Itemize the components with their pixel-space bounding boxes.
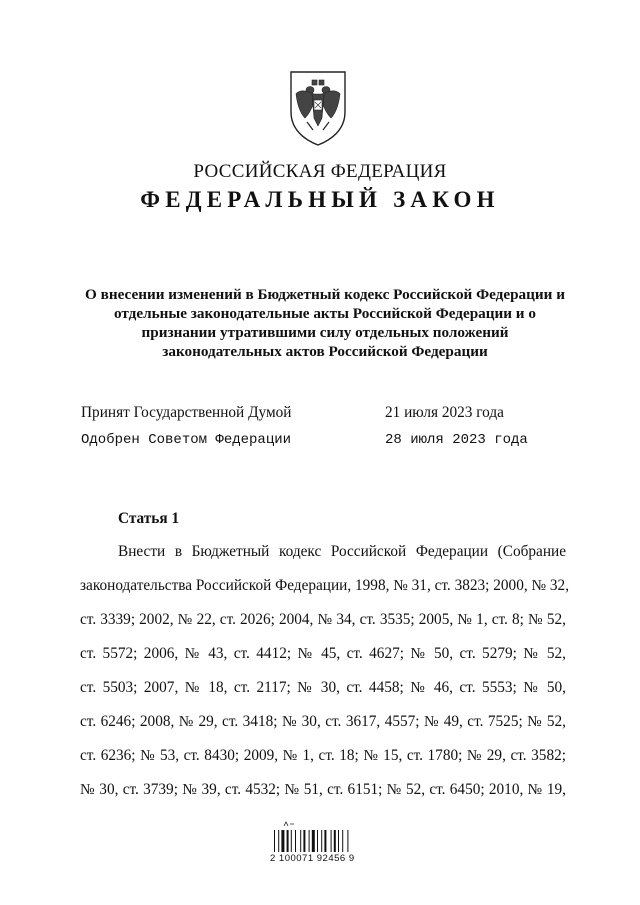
law-subject: О внесении изменений в Бюджетный кодекс Российской Федерации и отдельные законодательные акты Российской Федерации и о признании утратившими силу отдельных положений законодательных актов Российской Федерации: [85, 286, 565, 360]
article-text-line: ст. 6236; № 53, ст. 8430; 2009, № 1, ст. 18; № 15, ст. 1780; № 29, ст. 3582;: [80, 747, 566, 764]
adoption-date: 21 июля 2023 года: [385, 404, 504, 421]
barcode-icon: [272, 820, 364, 880]
article-text-line: ст. 5572; 2006, № 43, ст. 4412; № 45, ст. 4627; № 50, ст. 5279; № 52,: [80, 645, 566, 662]
adoption-label: Принят Государственной Думой: [81, 404, 292, 421]
article-text-line: № 30, ст. 3739; № 39, ст. 4532; № 51, ст. 6151; № 52, ст. 6450; 2010, № 19,: [80, 781, 566, 798]
article-text-line: Внести в Бюджетный кодекс Российской Федерации (Собрание: [118, 543, 566, 560]
article-text-line: законодательства Российской Федерации, 1998, № 31, ст. 3823; 2000, № 32,: [80, 577, 570, 594]
state-emblem-icon: [287, 68, 349, 148]
article-text-line: ст. 5503; 2007, № 18, ст. 2117; № 30, ст. 4458; № 46, ст. 5553; № 50,: [80, 679, 566, 696]
article-text-line: ст. 3339; 2002, № 22, ст. 2026; 2004, № 34, ст. 3535; 2005, № 1, ст. 8; № 52,: [80, 611, 566, 628]
adoption-date: 28 июля 2023 года: [385, 432, 528, 448]
law-title: ФЕДЕРАЛЬНЫЙ ЗАКОН: [140, 187, 500, 212]
adoption-label: Одобрен Советом Федерации: [81, 432, 292, 448]
article-text-line: ст. 6246; 2008, № 29, ст. 3418; № 30, ст. 3617, 4557; № 49, ст. 7525; № 52,: [80, 713, 566, 730]
barcode-number: 2 100071 92456 9: [270, 853, 355, 864]
country-name: РОССИЙСКАЯ ФЕДЕРАЦИЯ: [193, 161, 447, 182]
article-heading: Статья 1: [118, 510, 180, 527]
